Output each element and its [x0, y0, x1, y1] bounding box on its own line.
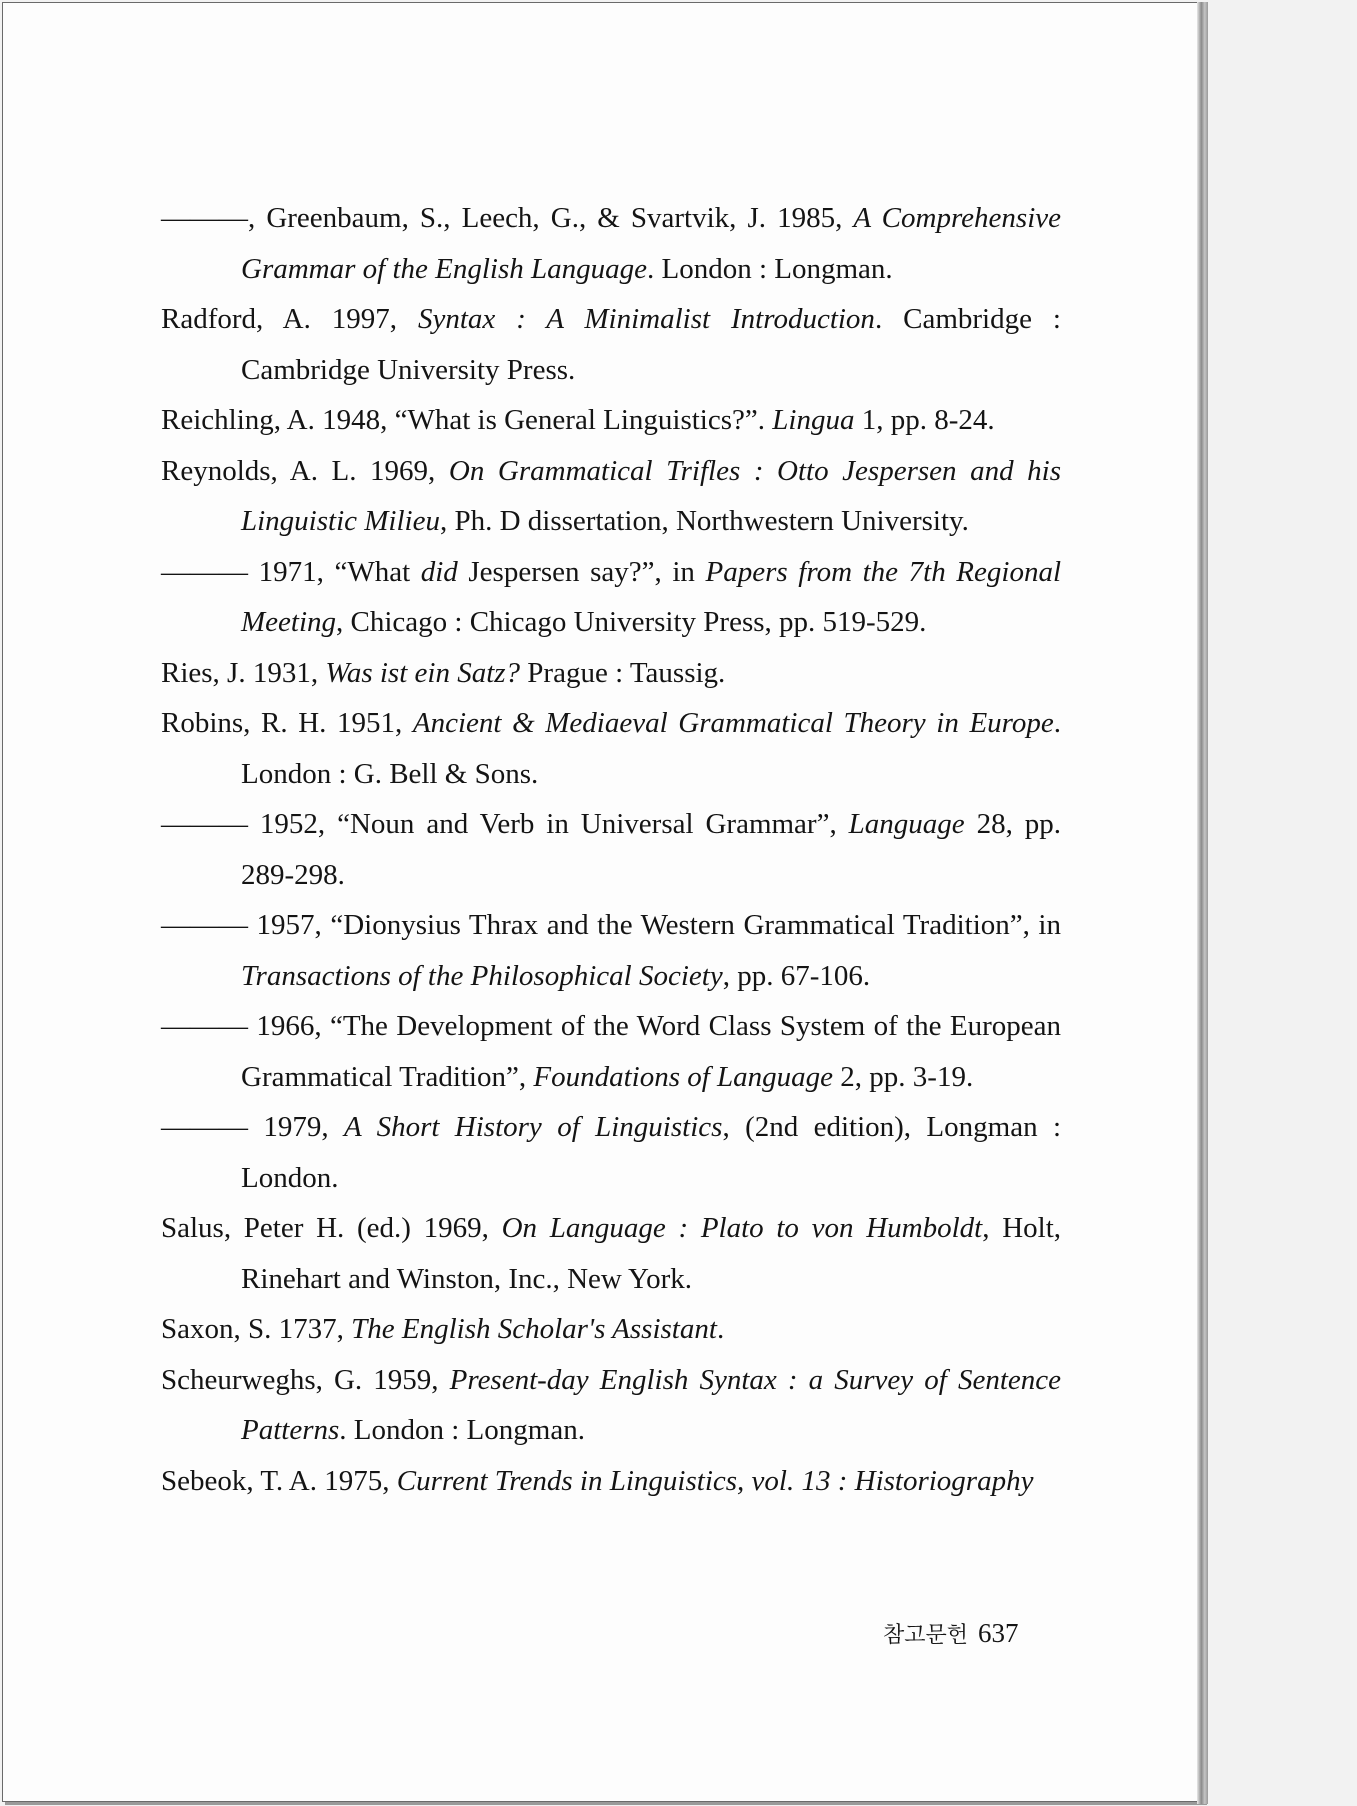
bibliography-entry: Reichling, A. 1948, “What is General Linguistics?”. Lingua 1, pp. 8-24.	[161, 404, 995, 436]
bibliography-entry: Sebeok, T. A. 1975, Current Trends in Linguistics, vol. 13 : Historiography	[161, 1464, 1034, 1497]
bibliography-entry: Salus, Peter H. (ed.) 1969, On Language : Plato to von Humboldt, Holt, Rinehart and Winston, Inc., New York.	[161, 1212, 1062, 1295]
page-number: 637	[978, 1618, 1019, 1648]
bibliography-entry: ——— 1971, “What did Jespersen say?”, in Papers from the 7th Regional Meeting, Chicago : Chicago University Press, pp. 519-529.	[161, 555, 1062, 638]
bibliography-entry: ——— 1979, A Short History of Linguistics, (2nd edition), Longman : London.	[161, 1111, 1062, 1194]
bibliography-entry: ——— 1952, “Noun and Verb in Universal Grammar”, Language 28, pp. 289-298.	[161, 808, 1061, 891]
bibliography-entry: Ries, J. 1931, Was ist ein Satz? Prague : Taussig.	[161, 656, 726, 689]
bibliography-entry: ——— 1966, “The Development of the Word Class System of the European Grammatical Tradition”, Foundations of Language 2, pp. 3-19.	[161, 1010, 1061, 1093]
book-spine-edge	[1197, 2, 1208, 1804]
bibliography-entry: Robins, R. H. 1951, Ancient & Mediaeval Grammatical Theory in Europe. London : G. Bell & Sons.	[161, 707, 1061, 790]
bibliography-entry: ———, Greenbaum, S., Leech, G., & Svartvik, J. 1985, A Comprehensive Grammar of the English Language. London : Longman.	[161, 202, 1061, 285]
section-label: 참고문헌	[883, 1623, 969, 1648]
bibliography-entry: Radford, A. 1997, Syntax : A Minimalist Introduction. Cambridge : Cambridge University Press.	[161, 303, 1061, 386]
bibliography-entry: Scheurweghs, G. 1959, Present-day English Syntax : a Survey of Sentence Patterns. London : Longman.	[161, 1363, 1061, 1446]
book-page	[2, 2, 1204, 1802]
bibliography-entry: Saxon, S. 1737, The English Scholar's Assistant.	[161, 1313, 725, 1345]
bibliography-entry: Reynolds, A. L. 1969, On Grammatical Trifles : Otto Jespersen and his Linguistic Milieu, Ph. D dissertation, Northwestern University.	[161, 454, 1061, 537]
page-footer	[883, 1618, 1019, 1649]
bibliography-list	[161, 193, 1061, 1506]
bibliography-entry: ——— 1957, “Dionysius Thrax and the Western Grammatical Tradition”, in Transactions of the Philosophical Society, pp. 67-106.	[161, 909, 1061, 992]
